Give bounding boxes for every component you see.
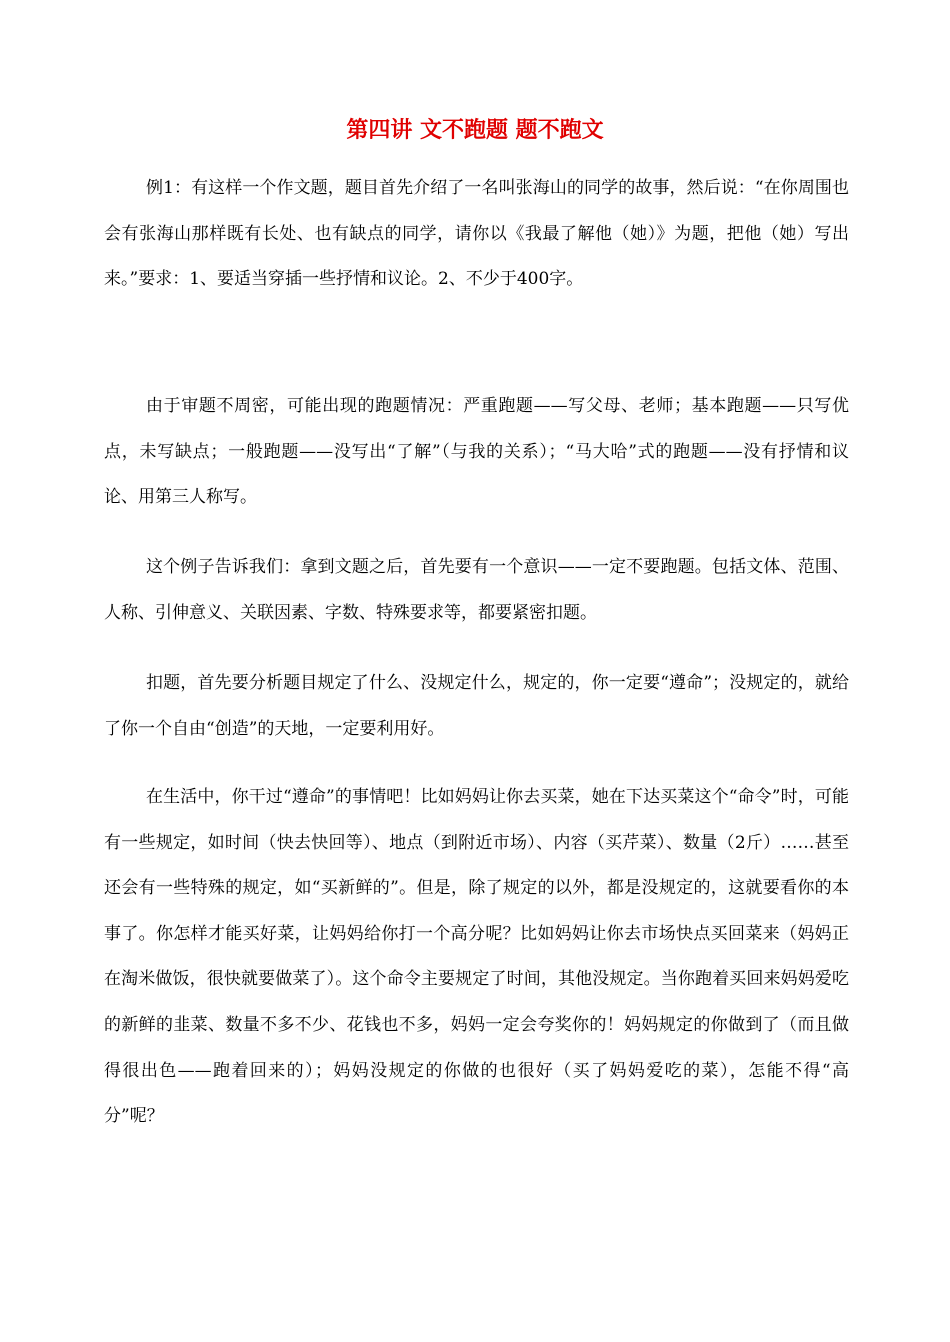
page-title: 第四讲 文不跑题 题不跑文: [346, 118, 604, 143]
paragraph-off-topic-cases: 由于审题不周密，可能出现的跑题情况：严重跑题——写父母、老师；基本跑题——只写优点，未写缺点；一般跑题——没写出“了解”（与我的关系）；“马大哈”式的跑题——没有抒情和议论、用第三人称写。: [104, 396, 849, 508]
paragraph-lesson: 这个例子告诉我们：拿到文题之后，首先要有一个意识——一定不要跑题。包括文体、范围、人称、引伸意义、关联因素、字数、特殊要求等，都要紧密扣题。: [104, 557, 849, 623]
paragraph-example: 例1：有这样一个作文题，题目首先介绍了一名叫张海山的同学的故事，然后说：“在你周围也会有张海山那样既有长处、也有缺点的同学，请你以《我最了解他（她）》为题，把他（她）写出来。”要求：1、要适当穿插一些抒情和议论。2、不少于400字。: [104, 178, 849, 290]
paragraph-analysis: 扣题，首先要分析题目规定了什么、没规定什么，规定的，你一定要“遵命”；没规定的，就给了你一个自由“创造”的天地，一定要利用好。: [104, 673, 849, 739]
paragraph-life-example: 在生活中，你干过“遵命”的事情吧！比如妈妈让你去买菜，她在下达买菜这个“命令”时，可能有一些规定，如时间（快去快回等）、地点（到附近市场）、内容（买芹菜）、数量（2斤）……甚至还会有一些特殊的规定，如“买新鲜的”。但是，除了规定的以外，都是没规定的，这就要看你的本事了。你怎样才能买好菜，让妈妈给你打一个高分呢？比如妈妈让你去市场快点买回菜来（妈妈正在淘米做饭，很快就要做菜了）。这个命令主要规定了时间，其他没规定。当你跑着买回来妈妈爱吃的新鲜的韭菜、数量不多不少、花钱也不多，妈妈一定会夸奖你的！妈妈规定的你做到了（而且做得很出色——跑着回来的）；妈妈没规定的你做的也很好（买了妈妈爱吃的菜），怎能不得“高分”呢？: [104, 787, 849, 1127]
